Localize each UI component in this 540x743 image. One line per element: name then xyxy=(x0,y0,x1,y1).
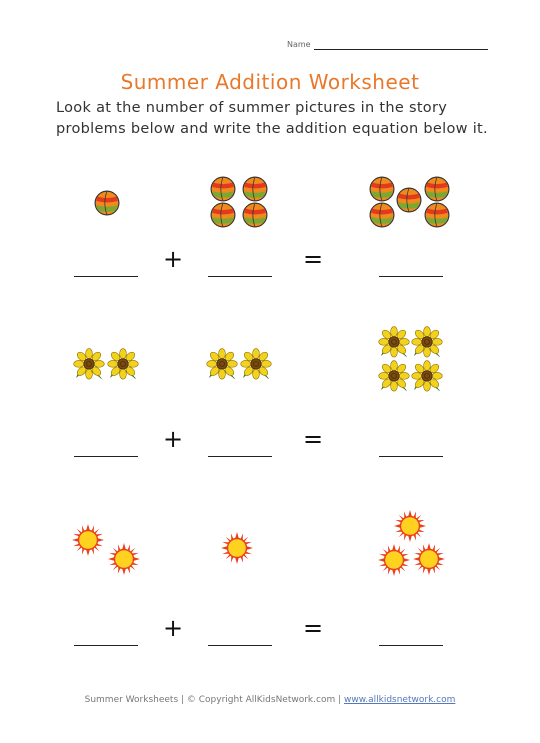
footer-text: Summer Worksheets | © Copyright AllKidsNetwork.com | xyxy=(84,695,344,705)
sunflower-icon xyxy=(377,326,411,360)
beach-ball-icon xyxy=(242,176,268,202)
sunflower-icon xyxy=(72,348,106,382)
plus-sign: + xyxy=(162,425,184,453)
plus-sign: + xyxy=(162,614,184,642)
answer-blank[interactable] xyxy=(208,645,272,646)
name-label: Name xyxy=(287,40,311,49)
sunflower-icon xyxy=(239,348,273,382)
sunflower-icon xyxy=(106,348,140,382)
beach-ball-icon xyxy=(242,202,268,228)
sun-icon xyxy=(394,510,426,542)
answer-blank[interactable] xyxy=(379,645,443,646)
answer-blank[interactable] xyxy=(74,456,138,457)
answer-blank[interactable] xyxy=(208,456,272,457)
answer-blank[interactable] xyxy=(379,456,443,457)
sun-icon xyxy=(378,544,410,576)
answer-blank[interactable] xyxy=(74,645,138,646)
footer xyxy=(0,695,540,705)
instructions xyxy=(56,98,526,140)
worksheet-title: Summer Addition Worksheet xyxy=(120,70,420,94)
sun-icon xyxy=(413,543,445,575)
answer-blank[interactable] xyxy=(379,276,443,277)
equals-sign: = xyxy=(302,245,324,273)
name-field[interactable] xyxy=(314,49,488,50)
sun-icon xyxy=(221,532,253,564)
beach-ball-icon xyxy=(369,176,395,202)
answer-blank[interactable] xyxy=(208,276,272,277)
beach-ball-icon xyxy=(210,202,236,228)
beach-ball-icon xyxy=(424,176,450,202)
beach-ball-icon xyxy=(396,187,422,213)
beach-ball-icon xyxy=(424,202,450,228)
plus-sign: + xyxy=(162,245,184,273)
sunflower-icon xyxy=(410,326,444,360)
equals-sign: = xyxy=(302,425,324,453)
sunflower-icon xyxy=(377,360,411,394)
instructions-line-2: problems below and write the addition equation below it. xyxy=(56,121,488,137)
equals-sign: = xyxy=(302,614,324,642)
sun-icon xyxy=(72,524,104,556)
beach-ball-icon xyxy=(94,190,120,216)
sunflower-icon xyxy=(205,348,239,382)
sunflower-icon xyxy=(410,360,444,394)
sun-icon xyxy=(108,543,140,575)
footer-link[interactable]: www.allkidsnetwork.com xyxy=(343,695,456,705)
beach-ball-icon xyxy=(210,176,236,202)
answer-blank[interactable] xyxy=(74,276,138,277)
beach-ball-icon xyxy=(369,202,395,228)
instructions-line-1: Look at the number of summer pictures in the story xyxy=(56,100,448,116)
